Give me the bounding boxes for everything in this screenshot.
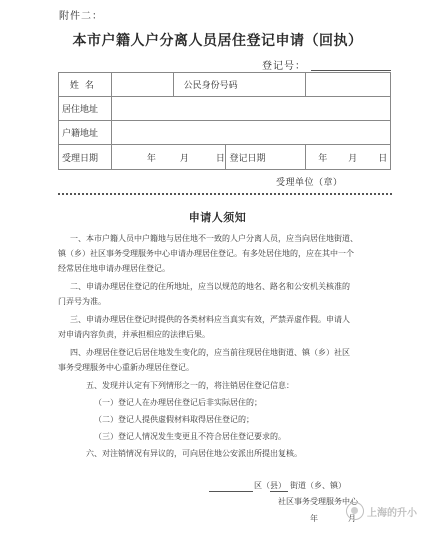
- accepting-unit-seal-label: 受理单位（章）: [276, 178, 343, 188]
- street-label: 街道（乡、镇）: [290, 481, 346, 490]
- notice-line: 三、申请办理居住登记时提供的各类材料应当真实有效，严禁弄虚作假。申请人: [70, 315, 350, 324]
- register-date-field[interactable]: [306, 145, 391, 170]
- cut-line-divider: [58, 193, 392, 195]
- name-label: 姓名: [59, 73, 112, 97]
- notice-line: 六、对注销情况有异议的，可向居住地公安派出所提出复核。: [86, 449, 302, 458]
- page-title: 本市户籍人户分离人员居住登记申请（回执）: [72, 33, 363, 49]
- registration-form-table: [58, 72, 391, 170]
- notice-title: 申请人须知: [188, 211, 247, 224]
- annex-label: 附件二：: [59, 11, 103, 22]
- name-field[interactable]: [111, 73, 173, 97]
- watermark-text: 上海的升小: [367, 507, 417, 519]
- household-address-label: 户籍地址: [59, 121, 112, 145]
- notice-line: 经常居住地申请办理居住登记。: [58, 264, 170, 273]
- residence-address-field[interactable]: [111, 97, 390, 121]
- notice-line: 四、办理居住登记后居住地发生变化的，应当前往现居住地街道、镇（乡）社区: [70, 348, 350, 357]
- notice-line: 对申请内容负责，并承担相应的法律后果。: [58, 330, 210, 339]
- registration-number-field[interactable]: [311, 70, 391, 71]
- notice-line: 二、申请办理居住登记的住所地址，应当以规范的地名、路名和公安机关核准的: [70, 282, 350, 291]
- accept-year: 年: [146, 154, 156, 164]
- form-row-dates: [59, 145, 391, 170]
- residence-address-label: 居住地址: [59, 97, 112, 121]
- district-blank[interactable]: [209, 491, 253, 492]
- registration-number-label: 登记号：: [262, 61, 306, 72]
- form-row-residence: [59, 97, 391, 121]
- street-blank[interactable]: [270, 491, 288, 492]
- household-address-field[interactable]: [111, 121, 390, 145]
- id-number-label: 公民身份号码: [173, 73, 306, 97]
- notice-line: 五、发现并认定有下列情形之一的，将注销居住登记信息：: [86, 381, 294, 390]
- notice-line: （三）登记人情况发生变更且不符合居住登记要求的。: [94, 432, 286, 441]
- accept-date-label: 受理日期: [59, 145, 112, 170]
- account-logo-icon: [346, 502, 364, 520]
- accept-date-field[interactable]: [111, 145, 226, 170]
- register-date-label: 登记日期: [226, 145, 306, 170]
- notice-line: 镇（乡）社区事务受理服务中心申请办理居住登记。有多处居住地的，应在其中一个: [58, 249, 354, 258]
- notice-line: （二）登记人提供虚假材料取得居住登记的；: [94, 415, 254, 424]
- form-row-name: [59, 73, 391, 97]
- notice-line: 事务受理服务中心重新办理居住登记。: [58, 363, 194, 372]
- register-day: 日: [378, 154, 388, 164]
- register-month: 月: [348, 154, 358, 164]
- notice-line: 一、本市户籍人员中户籍地与居住地不一致的人户分离人员，应当向居住地街道、: [70, 234, 358, 243]
- date-month-label: 月: [348, 514, 356, 523]
- accept-day: 日: [215, 154, 225, 164]
- notice-line: （一）登记人在办理居住登记后非实际居住的；: [94, 398, 262, 407]
- service-center-label: 社区事务受理服务中心: [278, 497, 358, 506]
- watermark: [346, 502, 417, 520]
- accept-month: 月: [179, 154, 189, 164]
- district-label: 区（县）: [254, 481, 286, 490]
- form-row-household: [59, 121, 391, 145]
- id-number-field[interactable]: [306, 73, 391, 97]
- notice-line: 门弄号为准。: [58, 297, 106, 306]
- register-year: 年: [318, 154, 328, 164]
- date-year-label: 年: [310, 514, 318, 523]
